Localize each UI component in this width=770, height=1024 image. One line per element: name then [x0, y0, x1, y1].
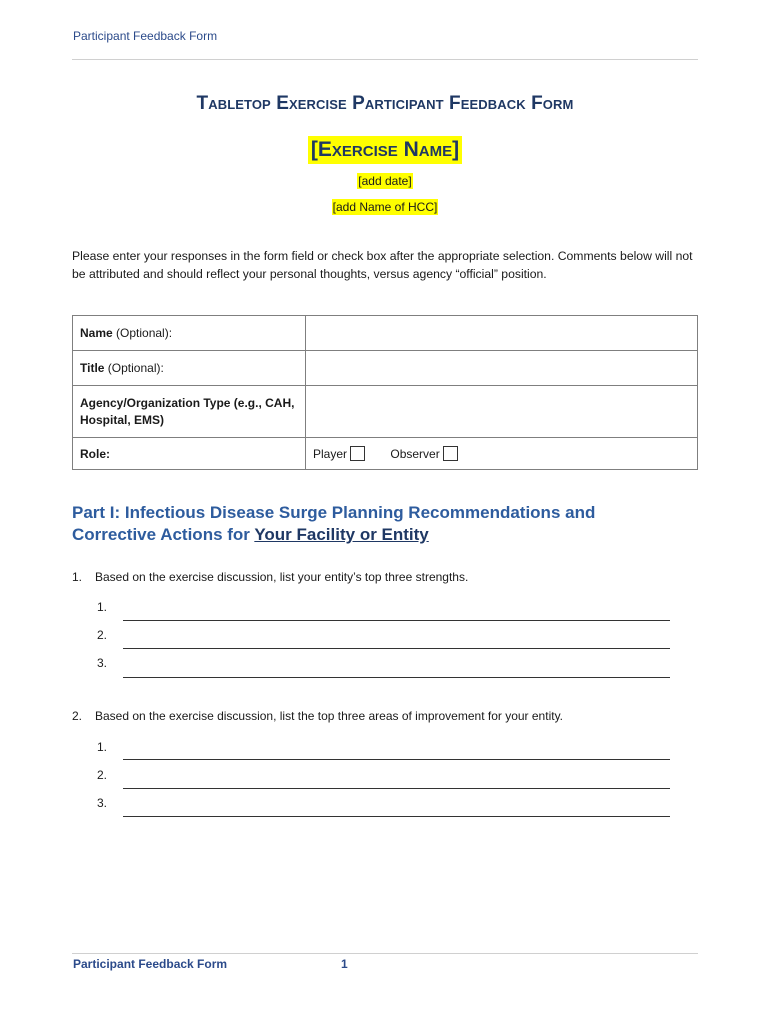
player-checkbox[interactable] [350, 446, 365, 461]
observer-checkbox[interactable] [443, 446, 458, 461]
exercise-name-placeholder: [Exercise Name] [308, 136, 462, 164]
q2-answer-1-number: 1. [97, 740, 108, 754]
document-title: Tabletop Exercise Participant Feedback Form [196, 93, 574, 114]
q1-answer-3-number: 3. [97, 656, 108, 670]
q1-answer-2-number: 2. [97, 628, 108, 642]
role-option-player-label: Player [313, 447, 348, 461]
page-number: 1 [341, 957, 348, 971]
q1-answer-3-line[interactable] [123, 677, 670, 678]
role-options-cell [306, 438, 698, 470]
q1-answer-2-line[interactable] [123, 648, 670, 649]
q1-answer-1-number: 1. [97, 600, 108, 614]
page-footer: Participant Feedback Form [73, 957, 228, 971]
name-field[interactable] [306, 316, 698, 351]
part1-heading: Part I: Infectious Disease Surge Planning Recommendations and Corrective Actions for Your Facility or Entity [72, 503, 596, 544]
role-label-cell: Role: [73, 438, 306, 470]
footer-divider [72, 953, 698, 954]
question-2: 2. Based on the exercise discussion, list the top three areas of improvement for your entity. [72, 709, 564, 723]
q1-answer-1-line[interactable] [123, 620, 670, 621]
question-1: 1. Based on the exercise discussion, list your entity’s top three strengths. [72, 570, 469, 584]
agency-field[interactable] [306, 386, 698, 438]
agency-label-cell: Agency/Organization Type (e.g., CAH, Hospital, EMS) [73, 386, 306, 438]
header-divider [72, 59, 698, 60]
instructions-paragraph: Please enter your responses in the form field or check box after the appropriate selection. Comments below will not be attributed and should reflect your personal thoughts, versus agency “official” position. [72, 249, 693, 281]
title-field[interactable] [306, 351, 698, 386]
q2-answer-3-line[interactable] [123, 816, 670, 817]
role-option-observer-label: Observer [390, 447, 440, 461]
title-label-cell: Title (Optional): [73, 351, 306, 386]
add-date-placeholder: [add date] [358, 174, 412, 188]
q2-answer-2-line[interactable] [123, 788, 670, 789]
page-header: Participant Feedback Form [73, 29, 218, 43]
add-hcc-placeholder: [add Name of HCC] [332, 200, 438, 214]
q2-answer-2-number: 2. [97, 768, 108, 782]
q2-answer-1-line[interactable] [123, 759, 670, 760]
q2-answer-3-number: 3. [97, 796, 108, 810]
participant-info-table [72, 315, 698, 470]
name-label-cell: Name (Optional): [73, 316, 306, 351]
